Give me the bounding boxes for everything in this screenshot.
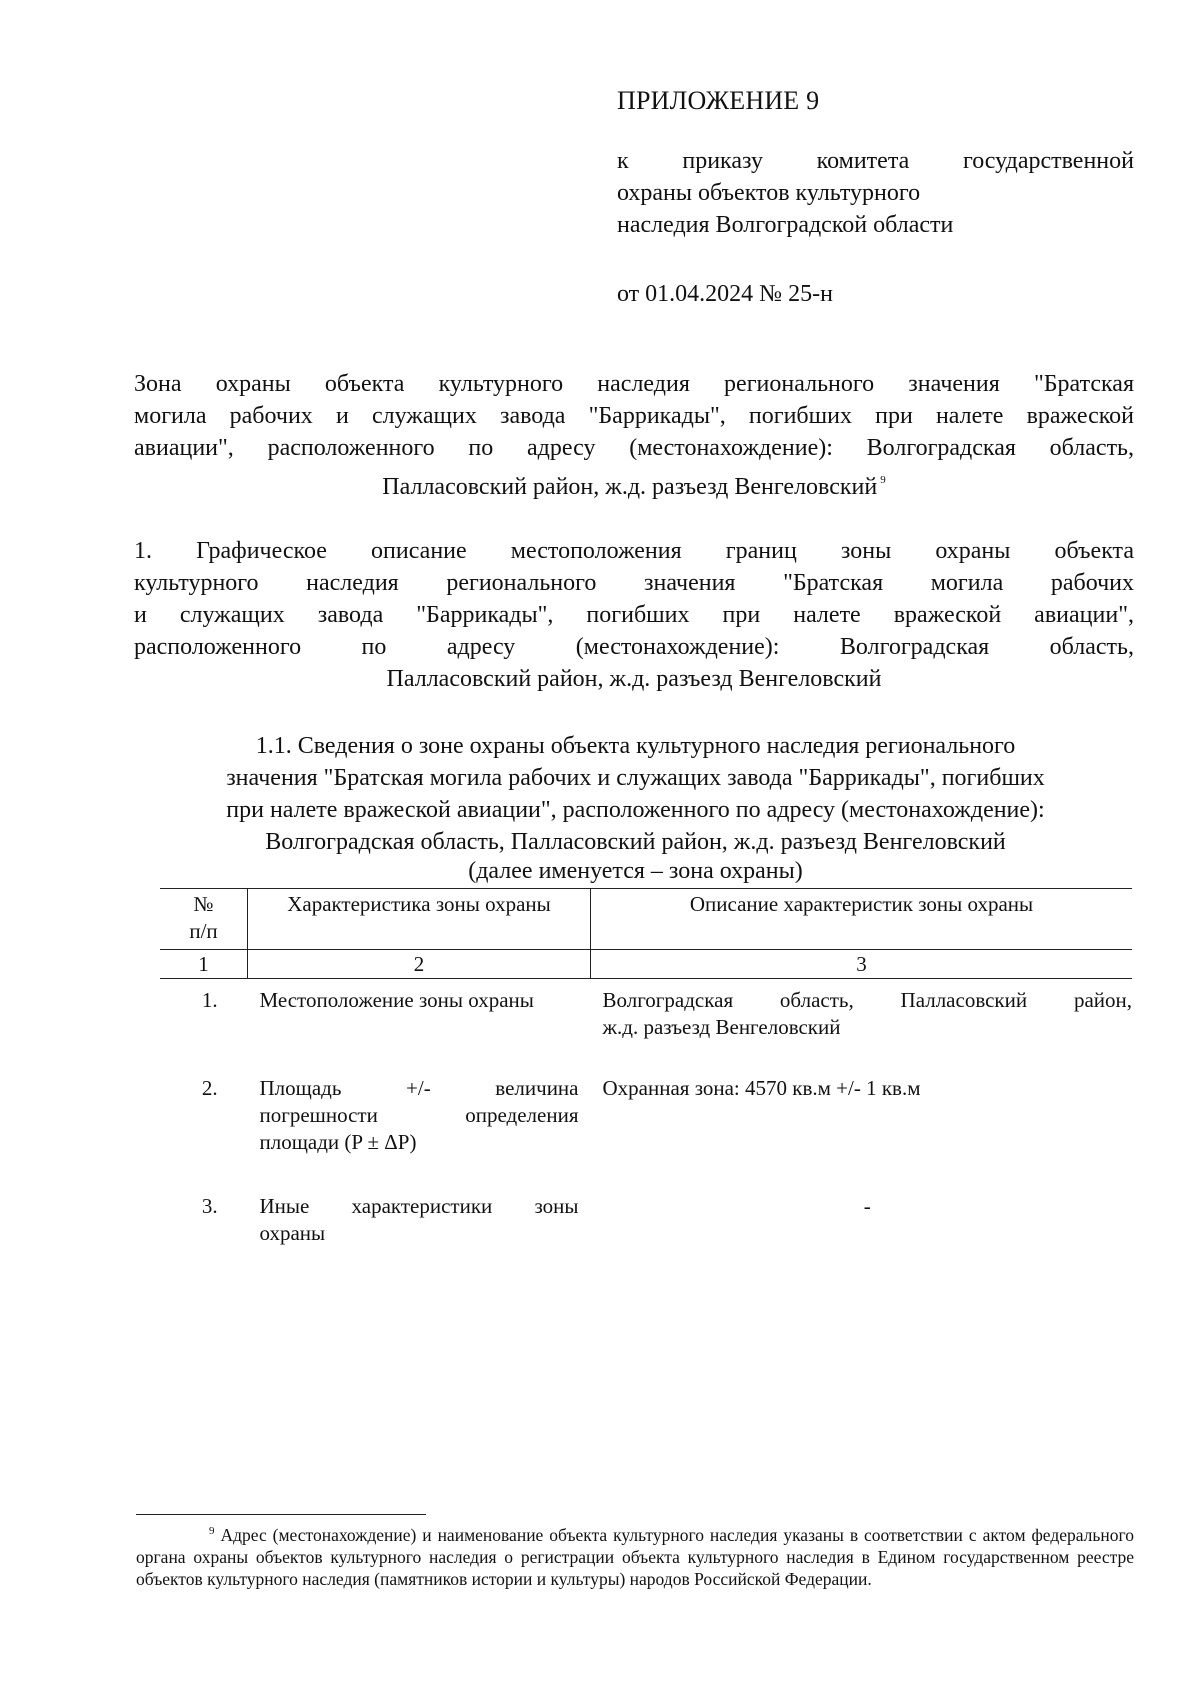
row-characteristic <box>248 1185 591 1263</box>
header-num-line-2: п/п <box>189 919 218 943</box>
row-description: - <box>863 1194 871 1218</box>
zone-characteristics-table <box>160 888 1132 1263</box>
appendix-order-reference <box>617 145 1134 241</box>
section-1-line-3: и служащих завода "Баррикады", погибших при налете вражеской авиации", <box>134 602 1134 628</box>
title-line-3: авиации", расположенного по адресу (местонахождение): Волгоградская область, <box>134 435 1134 461</box>
title-line-4-text: Палласовский район, ж.д. разъезд Венгеловский <box>382 474 878 500</box>
row-characteristic: Местоположение зоны охраны <box>259 988 534 1012</box>
header-description: Описание характеристик зоны охраны <box>591 889 1133 950</box>
row-characteristic-line-3: площади (P ± ΔP) <box>259 1130 417 1154</box>
section-1-1-line-5: (далее именуется – зона охраны) <box>468 858 803 884</box>
section-1-line-5: Палласовский район, ж.д. разъезд Венгеловский <box>386 666 882 692</box>
section-1-line-4: расположенного по адресу (местонахождение): Волгоградская область, <box>134 634 1134 660</box>
section-1-heading <box>134 535 1134 695</box>
row-description-line-1: Волгоградская область, Палласовский район, <box>602 988 1132 1012</box>
order-line-3: наследия Волгоградской области <box>617 212 954 238</box>
column-number: 2 <box>248 950 591 979</box>
order-line-2: охраны объектов культурного <box>617 180 921 206</box>
row-description: Охранная зона: 4570 кв.м +/- 1 кв.м <box>602 1076 921 1100</box>
row-characteristic-line-1: Иные характеристики зоны <box>259 1194 579 1218</box>
table-row <box>160 1067 1132 1185</box>
section-1-1-heading <box>148 730 1123 884</box>
section-1-1-line-1: 1.1. Сведения о зоне охраны объекта культурного наследия регионального <box>255 733 1016 759</box>
appendix-title: ПРИЛОЖЕНИЕ 9 <box>617 86 820 115</box>
order-line-1: к приказу комитета государственной <box>617 148 1134 174</box>
row-characteristic-line-2: погрешности определения <box>259 1103 579 1127</box>
footnote-paragraph <box>136 1524 1134 1590</box>
footnote-text: Адрес (местонахождение) и наименование объекта культурного наследия указаны в соответствии с актом федерального органа охраны объектов культурного наследия о регистрации объекта культурного наследия в Едином государственном реестре объектов культурного наследия (памятников истории и культуры) народов Российской Федерации. <box>136 1525 1134 1589</box>
column-number-row <box>160 950 1132 979</box>
row-characteristic-line-2: охраны <box>259 1221 326 1245</box>
table-header-row <box>160 889 1132 950</box>
column-number: 3 <box>591 950 1133 979</box>
row-description <box>591 979 1133 1068</box>
section-1-line-1: 1. Графическое описание местоположения границ зоны охраны объекта <box>134 538 1134 564</box>
header-num <box>160 889 248 950</box>
title-line-4 <box>134 464 1134 503</box>
footnote-divider <box>136 1514 426 1515</box>
footnote-mark: 9 <box>209 1525 215 1538</box>
table-row <box>160 1185 1132 1263</box>
header-num-line-1: № <box>193 892 214 916</box>
section-1-1-line-2: значения "Братская могила рабочих и служащих завода "Баррикады", погибших <box>226 765 1045 791</box>
appendix-date: от 01.04.2024 № 25-н <box>617 281 833 307</box>
row-number: 3. <box>201 1194 218 1218</box>
title-footnote-mark: 9 <box>880 474 886 486</box>
column-number: 1 <box>160 950 248 979</box>
footnote <box>136 1524 1134 1590</box>
section-1-line-2: культурного наследия регионального значения "Братская могила рабочих <box>134 570 1134 596</box>
row-number: 1. <box>201 988 218 1012</box>
row-description-line-2: ж.д. разъезд Венгеловский <box>602 1015 841 1039</box>
document-title <box>134 368 1134 503</box>
table-row <box>160 979 1132 1068</box>
row-characteristic-line-1: Площадь +/- величина <box>259 1076 579 1100</box>
title-line-1: Зона охраны объекта культурного наследия регионального значения "Братская <box>134 371 1134 397</box>
header-characteristic: Характеристика зоны охраны <box>248 889 591 950</box>
section-1-1-line-3: при налете вражеской авиации", расположенного по адресу (местонахождение): <box>226 797 1045 823</box>
section-1-1-line-4: Волгоградская область, Палласовский район, ж.д. разъезд Венгеловский <box>265 829 1006 855</box>
row-characteristic <box>248 1067 591 1185</box>
row-number: 2. <box>201 1076 218 1100</box>
title-line-2: могила рабочих и служащих завода "Баррикады", погибших при налете вражеской <box>134 403 1134 429</box>
